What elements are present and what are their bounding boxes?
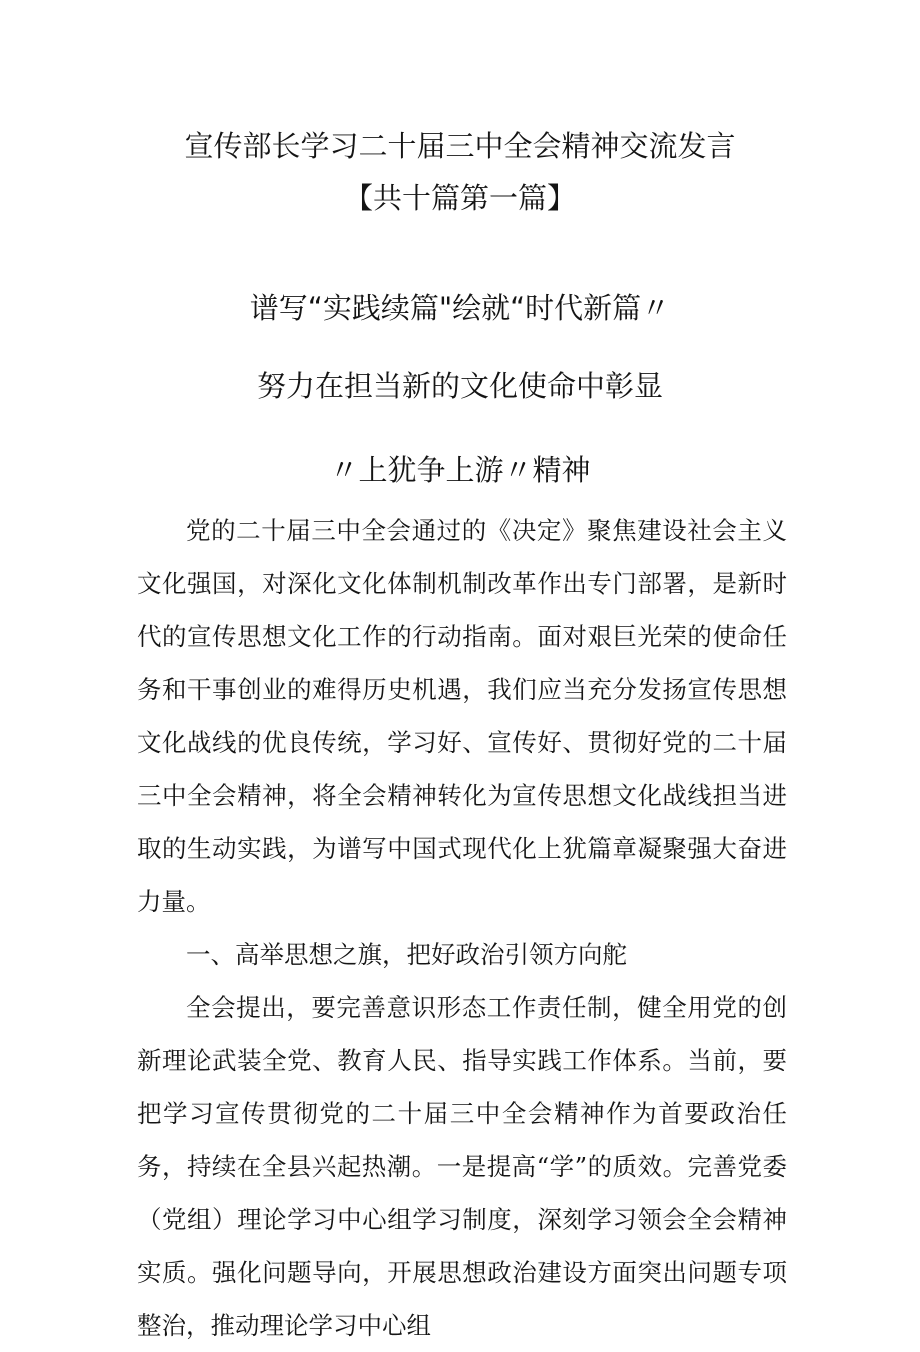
document-title: 宣传部长学习二十届三中全会精神交流发言	[184, 129, 736, 163]
subtitle-line-1: 谱写“实践续篇"绘就“时代新篇〃	[249, 291, 671, 325]
subtitle-line-2: 努力在担当新的文化使命中彰显	[256, 369, 663, 403]
section-paragraph: 全会提出，要完善意识形态工作责任制，健全用党的创新理论武装全党、教育人民、指导实践工作体系。当前，要把学习宣传贯彻党的二十届三中全会精神作为首要政治任务，持续在全县兴起热潮。一是提高“学”的质效。完善党委（党组）理论学习中心组学习制度，深刻学习领会全会精神实质。强化问题导向，开展思想政治建设方面突出问题专项整治，推动理论学习中心组	[137, 993, 787, 1340]
subtitle-line-3: 〃上犹争上游〃精神	[329, 453, 591, 487]
intro-paragraph: 党的二十届三中全会通过的《决定》聚焦建设社会主义文化强国，对深化文化体制机制改革作出专门部署，是新时代的宣传思想文化工作的行动指南。面对艰巨光荣的使命任务和干事创业的难得历史机遇，我们应当充分发扬宣传思想文化战线的优良传统，学习好、宣传好、贯彻好党的二十届三中全会精神，将全会精神转化为宣传思想文化战线担当进取的生动实践，为谱写中国式现代化上犹篇章凝聚强大奋进力量。	[137, 516, 787, 916]
section-heading: 一、高举思想之旗，把好政治引领方向舵	[186, 940, 627, 969]
body-text	[137, 504, 787, 1352]
series-label: 【共十篇第一篇】	[343, 181, 576, 215]
